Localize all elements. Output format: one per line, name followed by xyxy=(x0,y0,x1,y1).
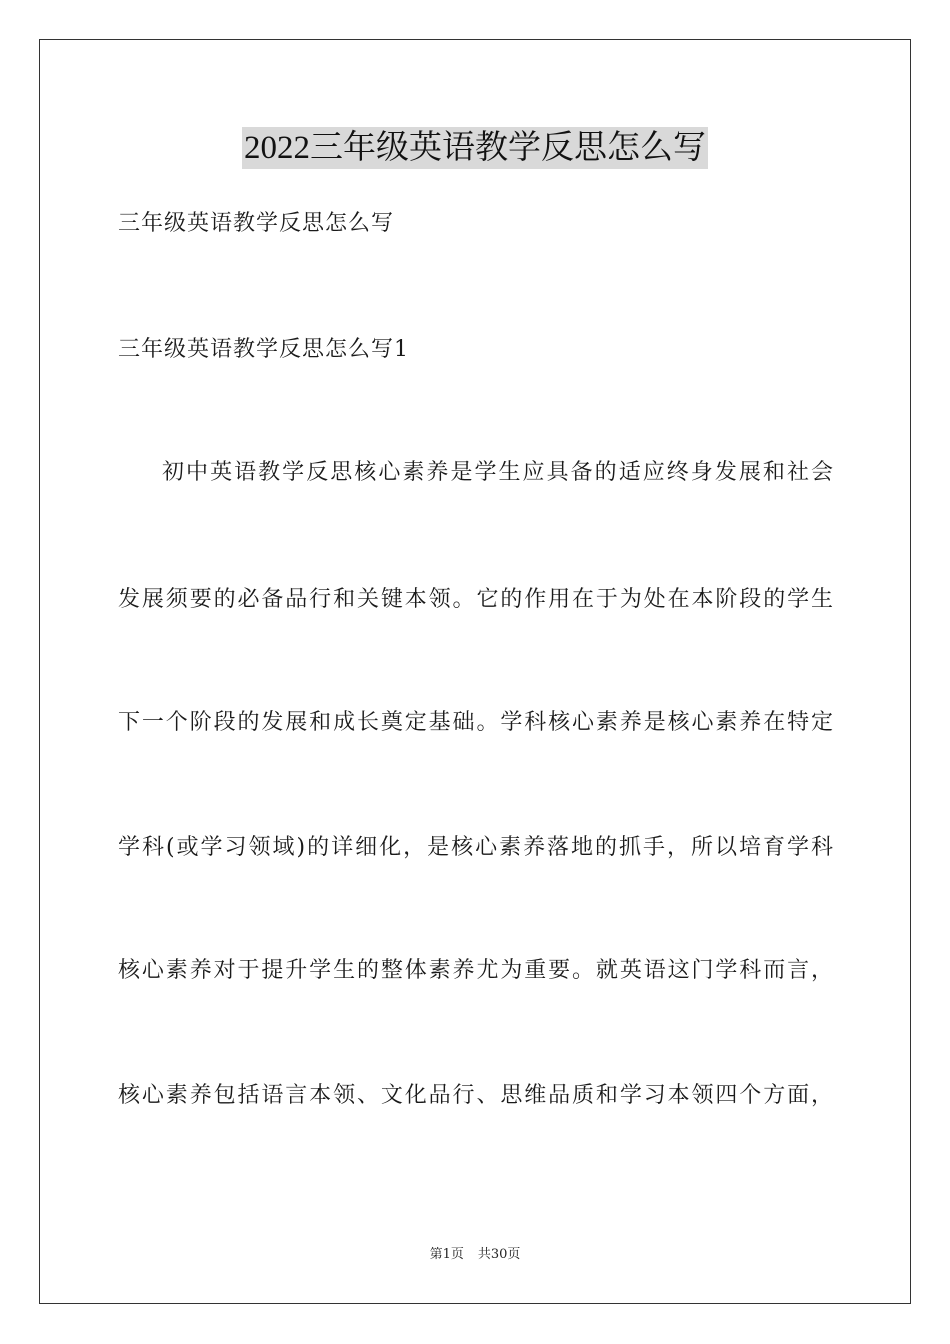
paragraph-line: 发展须要的必备品行和关键本领。它的作用在于为处在本阶段的学生 xyxy=(118,587,834,612)
paragraph-line: 核心素养对于提升学生的整体素养尤为重要。就英语这门学科而言， xyxy=(118,958,834,983)
section-heading: 三年级英语教学反思怎么写1 xyxy=(118,337,409,362)
paragraph-line: 核心素养包括语言本领、文化品行、思维品质和学习本领四个方面， xyxy=(118,1083,834,1108)
page-number: 第1页 xyxy=(429,1247,464,1262)
document-title: 2022三年级英语教学反思怎么写 xyxy=(242,127,708,169)
paragraph-line: 下一个阶段的发展和成长奠定基础。学科核心素养是核心素养在特定 xyxy=(118,710,834,735)
paragraph-line: 学科(或学习领域)的详细化，是核心素养落地的抓手，所以培育学科 xyxy=(118,835,834,860)
title-container xyxy=(0,127,950,169)
page-total: 共30页 xyxy=(477,1247,521,1262)
page-footer xyxy=(0,1246,950,1264)
paragraph-line: 初中英语教学反思核心素养是学生应具备的适应终身发展和社会 xyxy=(162,460,834,485)
document-subtitle: 三年级英语教学反思怎么写 xyxy=(118,211,395,236)
